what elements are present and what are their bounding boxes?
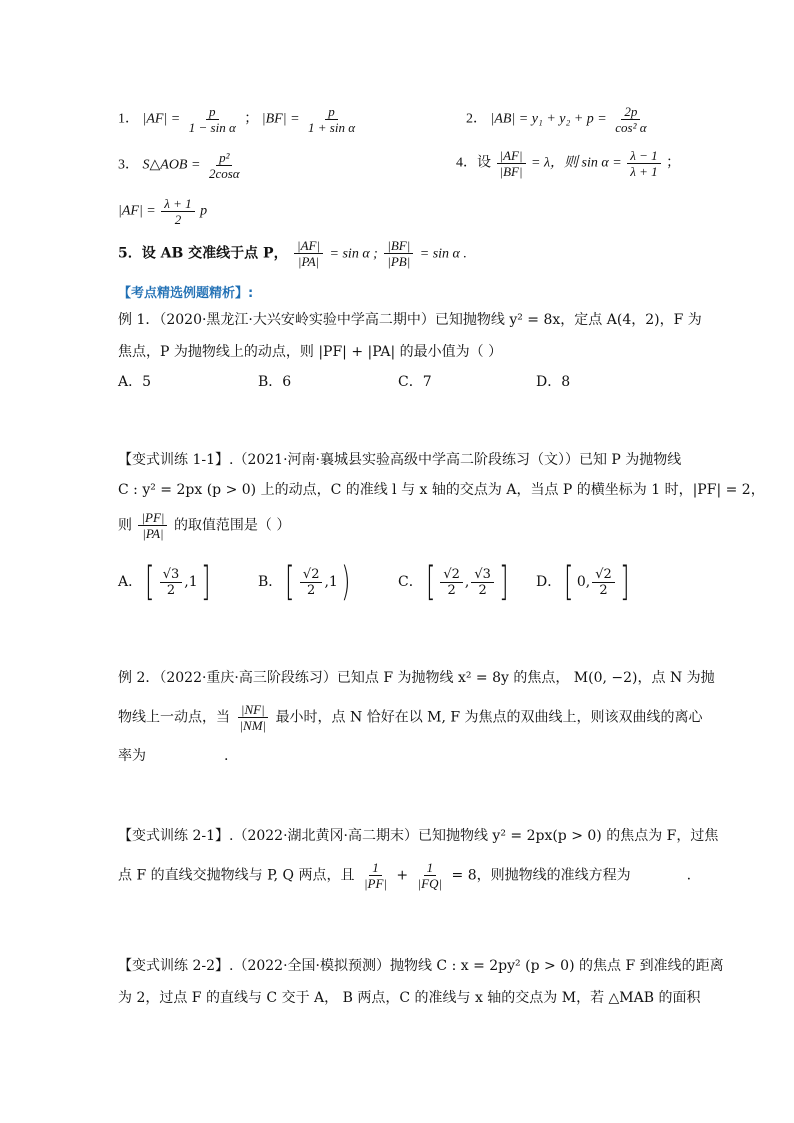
formula-text: |BF| = [261, 111, 300, 127]
fraction [294, 238, 323, 269]
formula-4b [118, 196, 207, 227]
fraction [471, 567, 494, 598]
fraction-numerator: √2 [300, 567, 323, 583]
fraction [206, 150, 243, 181]
separator: ； [666, 155, 681, 171]
choice-b: B．6 [258, 374, 292, 390]
formula-text: = sin α ; [329, 246, 378, 262]
fraction-numerator: p [325, 104, 338, 120]
upper-bound: 1 [188, 574, 198, 590]
fraction-denominator: 2 [447, 582, 456, 598]
choice-label: A． [118, 574, 143, 590]
fraction [138, 510, 167, 541]
fraction [160, 567, 183, 598]
fraction-denominator: |BF| [499, 164, 523, 179]
fraction-numerator: |BF| [384, 238, 413, 254]
fraction-denominator: 2 [166, 582, 176, 598]
right-bracket: ] [619, 559, 630, 605]
fraction-numerator: 1 [369, 860, 382, 876]
formula-text: S△AOB = [142, 157, 201, 173]
text: 率为 [118, 748, 146, 764]
fraction-numerator: |NF| [238, 702, 268, 718]
fraction-denominator: |NM| [239, 718, 267, 733]
fraction-numerator: p² [216, 150, 232, 166]
left-bracket: [ [564, 559, 574, 605]
left-bracket: [ [425, 559, 436, 605]
section-title: 【考点精选例题精析】: [118, 286, 254, 301]
text: 则 [118, 517, 132, 534]
formula-text: |AB| = y₁ + y₂ + p = [490, 111, 607, 127]
choice-c: C．7 [398, 374, 432, 390]
example-1-line-2: 焦点，P 为抛物线上的动点，则 |PF| + |PA| 的最小值为（ ） [118, 344, 503, 360]
formula-5 [118, 238, 467, 269]
choice-d: D．8 [536, 374, 571, 390]
fraction-denominator: 1 + sin α [308, 120, 356, 135]
fraction-denominator: 1 − sin α [188, 120, 236, 135]
fraction-numerator: λ − 1 [627, 148, 660, 164]
choice-c: C． [ $\frac{√2}{2}$ , $\frac{√3}{2}$ ] [398, 559, 509, 605]
formula-3 [118, 150, 245, 181]
choice-b: B． [ $\frac{√2}{2}$ , 1 ) [258, 559, 351, 605]
fraction [612, 104, 649, 135]
formula-4 [456, 148, 680, 179]
item-number: 4．设 [456, 155, 491, 171]
choice-a: A． [ $\frac{√3}{2}$ , 1 ] [118, 559, 211, 605]
example-1-line-1: 例 1．（2020·黑龙江·大兴安岭实验中学高二期中）已知抛物线 y² = 8x，定点 A(4，2)，F 为 [118, 312, 702, 328]
item-number: 2． [466, 111, 487, 127]
variant-1-1-line-2: C : y² = 2px (p > 0) 上的动点，C 的准线 l 与 x 轴的交点为 A，当点 P 的横坐标为 1 时，|PF| = 2， [118, 482, 765, 498]
left-bracket: [ [285, 559, 295, 605]
fraction [592, 567, 615, 598]
fraction-numerator: √2 [592, 567, 615, 583]
fraction [415, 860, 445, 891]
text: = 8，则抛物线的准线方程为 [451, 867, 631, 884]
fraction-denominator: |FQ| [417, 876, 443, 891]
choice-label: B． [258, 574, 283, 590]
fraction-numerator: |AF| [497, 148, 526, 164]
variant-2-1-line-1: 【变式训练 2-1】.（2022·湖北黄冈·高二期末）已知抛物线 y² = 2px(p > 0) 的焦点为 F，过焦 [118, 828, 719, 844]
fraction-denominator: 2 [599, 582, 608, 598]
fraction-denominator: |PF| [363, 876, 387, 891]
formula-text: = sin α . [419, 246, 467, 262]
example-2-line-3 [118, 746, 228, 766]
text: . [224, 748, 229, 764]
fraction-numerator: √3 [471, 567, 494, 583]
right-bracket: ] [200, 559, 211, 605]
formula-text: 5．设 AB 交准线于点 P， [118, 245, 288, 262]
choice-d: D． [ 0 , $\frac{√2}{2}$ ] [536, 559, 630, 605]
choice-a: A．5 [118, 374, 152, 390]
fraction-denominator: cos² α [615, 120, 647, 135]
fraction-numerator: |AF| [294, 238, 323, 254]
fraction-denominator: 2 [174, 212, 182, 227]
fraction [186, 104, 239, 135]
fraction-numerator: √3 [160, 567, 183, 583]
variant-1-1-line-1: 【变式训练 1-1】.（2021·河南·襄城县实验高级中学高二阶段练习（文））已知 P 为抛物线 [118, 452, 682, 468]
fraction [305, 104, 358, 135]
text: 最小时，点 N 恰好在以 M, F 为焦点的双曲线上，则该双曲线的离心 [275, 709, 703, 726]
left-bracket: [ [145, 559, 155, 605]
text: 点 F 的直线交抛物线与 P, Q 两点，且 [118, 867, 355, 884]
fraction [497, 148, 526, 179]
fraction-numerator: |PF| [138, 510, 167, 526]
fraction-denominator: 2 [478, 582, 487, 598]
variant-2-2-line-2: 为 2，过点 F 的直线与 C 交于 A， B 两点，C 的准线与 x 轴的交点为 M，若 △MAB 的面积 [118, 990, 701, 1006]
fraction-numerator: λ + 1 [161, 196, 194, 212]
formula-text: = λ，则 sin α = [531, 155, 622, 171]
fraction-numerator: 1 [424, 860, 437, 876]
variant-1-1-line-3 [118, 510, 290, 541]
text: + [396, 867, 409, 884]
fraction-denominator: 2cosα [208, 166, 240, 181]
fraction-denominator: 2 [307, 582, 316, 598]
variant-1-1-choices [118, 559, 678, 606]
example-2-line-2 [118, 702, 703, 733]
fraction-denominator: |PB| [387, 254, 411, 269]
upper-bound: 1 [328, 574, 338, 590]
fraction-numerator: 2p [621, 104, 640, 120]
fraction [300, 567, 323, 598]
text: 的取值范围是（ ） [173, 517, 291, 534]
fraction-denominator: |PA| [297, 254, 320, 269]
item-number: 3． [118, 157, 139, 173]
fraction-numerator: p [206, 104, 219, 120]
right-bracket: ] [499, 559, 509, 605]
text: . [686, 867, 692, 884]
variant-2-2-line-1: 【变式训练 2-2】.（2022·全国·模拟预测）抛物线 C : x = 2py² (p > 0) 的焦点 F 到准线的距离 [118, 958, 724, 974]
fraction-denominator: |PA| [142, 526, 164, 541]
fraction [627, 148, 660, 179]
formula-text: |AF| = [118, 203, 156, 219]
formula-text: |AF| = [142, 111, 181, 127]
choice-label: D． [536, 574, 562, 590]
separator: ； [244, 111, 259, 127]
lower-bound: 0 [576, 574, 586, 590]
fraction [361, 860, 390, 891]
formula-1 [118, 104, 360, 135]
fraction [384, 238, 413, 269]
example-2-line-1: 例 2．（2022·重庆·高三阶段练习）已知点 F 为抛物线 x² = 8y 的焦点， M(0, −2)，点 N 为抛 [118, 670, 715, 686]
fraction [161, 196, 194, 227]
fraction [440, 567, 463, 598]
variant-2-1-line-2 [118, 860, 691, 891]
formula-text: p [200, 203, 208, 219]
right-bracket: ) [340, 559, 351, 605]
item-number: 1． [118, 111, 139, 127]
formula-2 [466, 104, 652, 135]
fraction-denominator: λ + 1 [630, 164, 658, 179]
text: 物线上一动点，当 [118, 709, 230, 726]
fraction [236, 702, 269, 733]
choice-label: C． [398, 574, 423, 590]
fraction-numerator: √2 [440, 567, 463, 583]
